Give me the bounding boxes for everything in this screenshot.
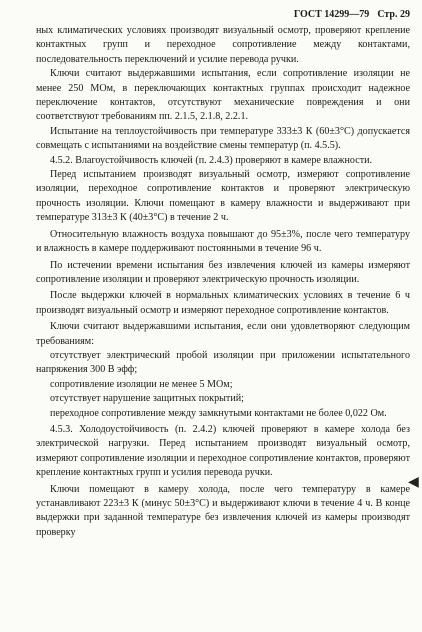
margin-arrow-icon: ◀ [408,475,419,490]
paragraph: По истечении времени испытания без извлечения ключей из камеры измеряют сопротивление изоляции и проверяют электрическую прочность изоляции. [36,259,410,285]
paragraph: После выдержки ключей в нормальных климатических условиях в течение 6 ч производят визуальный осмотр и измеряют переходное сопротивление контактов. [36,290,410,316]
list-item: отсутствует электрический пробой изоляции при приложении испытательного напряжения 300 В эфф; [36,349,410,376]
document-body [36,24,410,540]
list-item: сопротивление изоляции не менее 5 МОм; [50,378,233,390]
paragraph: Перед испытанием производят визуальный осмотр, измеряют сопротивление изоляции, переходное сопротивление контактов и проверяют электрическую прочность изоляции. Ключи помещают в камеру влажности и выдерживают при температуре 313±3 К (40±3°C) в течение 2 ч. [36,169,410,224]
section-heading: 4.5.3. Холодоустойчивость (п. 2.4.2) ключей проверяют в камере холода без электрической нагрузки. Перед испытанием производят визуальный осмотр, измеряют сопротивление изоляции и переходное сопротивление контактов, проверяют крепление контактных групп и усилия перевода ручки. [36,423,410,479]
paragraph: Относительную влажность воздуха повышают до 95±3%, после чего температуру и влажность в камере поддерживают постоянными в течение 96 ч. [36,228,410,255]
paragraph: Испытание на теплоустойчивость при температуре 333±3 К (60±3°C) допускается совмещать с испытаниями на воздействие смены температур (п. 4.5.5). [36,125,410,152]
paragraph: Ключи помещают в камеру холода, после чего температуру в камере устанавливают 223±3 К (минус 50±3°C) и выдерживают ключи в течение 4 ч. В конце выдержки при заданной температуре без извлечения ключей из камеры производят проверку [36,483,410,538]
gost-number: ГОСТ 14299—79 [293,9,370,20]
list-item: переходное сопротивление между замкнутыми контактами не более 0,022 Ом. [50,407,387,419]
page-header [36,8,410,24]
paragraph: Ключи считают выдержавшими испытания, если сопротивление изоляции не менее 250 МОм, в переключающих контактных группах происходит надежное переключение контактов, отсутствуют механические повреждения и они соответствуют требованиям пп. 2.1.5, 2.1.8, 2.2.1. [36,68,410,123]
paragraph: ных климатических условиях производят визуальный осмотр, проверяют крепление контактных групп и переходное сопротивление между контактами, последовательность переключений и усилие перевода ручки. [36,25,410,65]
section-heading: 4.5.2. Влагоустойчивость ключей (п. 2.4.3) проверяют в камере влажности. [50,154,373,166]
list-item: отсутствует нарушение защитных покрытий; [50,393,244,405]
paragraph: Ключи считают выдержавшими испытания, если они удовлетворяют следующим требованиям: [36,321,410,347]
page-number: Стр. 29 [377,9,410,20]
